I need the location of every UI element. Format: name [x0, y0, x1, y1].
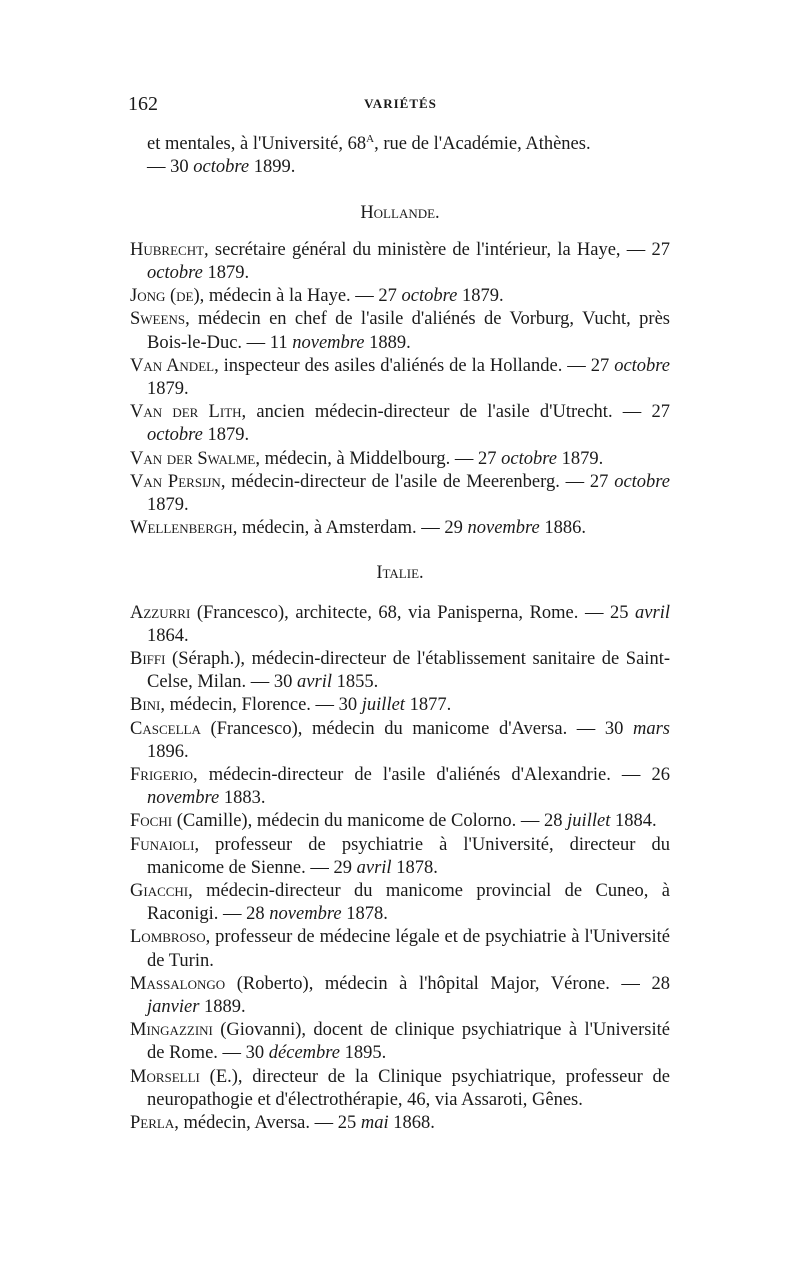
entry-date-year: 1864.: [147, 625, 189, 646]
entry-date-year: 1879.: [147, 495, 189, 515]
entry-name: Mingazzini: [130, 1020, 213, 1041]
intro-date-month: octobre: [193, 157, 250, 178]
hollande-entry: [130, 401, 670, 447]
entry-name: Van Persijn: [130, 471, 221, 492]
italie-entry: [130, 926, 670, 972]
hollande-entry: [130, 355, 670, 401]
section-title-italie: Italie.: [376, 563, 424, 584]
entry-date-month: octobre: [401, 286, 458, 307]
hollande-list: [130, 239, 670, 541]
entry-date-month: juillet: [567, 811, 611, 832]
entry-date-year: 1879.: [556, 448, 604, 469]
entry-text: , médecin en chef de l'asile d'aliénés de Vorburg, Vucht, près Bois-le-Duc. — 11: [147, 309, 670, 353]
entry-name: Cascella: [130, 718, 201, 739]
entry-text: , médecin, à Middelbourg. — 27: [255, 448, 502, 469]
entry-date-year: 1886.: [539, 518, 586, 539]
intro-date-year: 1899.: [249, 157, 296, 178]
entry-date-month: octobre: [614, 471, 671, 492]
page-body: [130, 128, 670, 1135]
entry-text: , médecin-directeur de l'asile d'aliénés d'Alexandrie. — 26: [193, 765, 670, 786]
italie-entry: [130, 694, 670, 717]
entry-text: , professeur de médecine légale et de psychiatrie à l'Université de Turin.: [147, 927, 670, 971]
italie-entry: [130, 718, 670, 764]
italie-entry: [130, 602, 670, 648]
entry-date-year: 1879.: [202, 262, 250, 283]
hollande-entry: [130, 239, 670, 285]
entry-text: , médecin, Aversa. — 25: [174, 1113, 361, 1134]
entry-date-month: avril: [297, 672, 332, 693]
entry-name: Bini: [130, 695, 161, 716]
entry-name: Massalongo: [130, 973, 226, 994]
intro-dash: — 30: [147, 157, 194, 178]
italie-entry: [130, 834, 670, 880]
entry-date-month: novembre: [292, 332, 365, 353]
hollande-entry: [130, 448, 670, 471]
entry-date-month: mai: [360, 1113, 389, 1134]
entry-text: , secrétaire général du ministère de l'intérieur, la Haye, — 27: [204, 239, 670, 260]
italie-entry: [130, 973, 670, 1019]
intro-superscript: A: [366, 133, 375, 145]
hollande-entry: [130, 471, 670, 517]
italie-entry: [130, 1019, 670, 1065]
page-number: 162: [128, 93, 158, 115]
hollande-entry: [130, 285, 670, 308]
entry-date-month: octobre: [501, 448, 557, 469]
section-title-hollande: Hollande.: [360, 202, 440, 223]
entry-date-month: novembre: [147, 788, 220, 809]
entry-name: Van der Swalme: [130, 448, 256, 469]
entry-text: , médecin à la Haye. — 27: [199, 286, 402, 307]
entry-date-year: 1879.: [147, 378, 189, 399]
entry-date-year: 1895.: [340, 1043, 387, 1064]
entry-date-year: 1889.: [199, 997, 246, 1018]
hollande-entry: [130, 517, 670, 540]
entry-date-month: octobre: [147, 425, 203, 446]
entry-date-year: 1868.: [388, 1113, 435, 1134]
entry-date-year: 1889.: [364, 332, 411, 353]
italie-list: [130, 602, 670, 1136]
entry-date-year: 1877.: [404, 695, 452, 716]
entry-name: Van der Lith: [130, 402, 242, 423]
entry-name: Biffi: [130, 649, 166, 670]
entry-date-year: 1883.: [219, 788, 266, 809]
entry-name: Funaioli: [130, 834, 195, 855]
entry-date-year: 1879.: [202, 425, 250, 446]
entry-text: (E.), directeur de la Clinique psychiatrique, professeur de neuropathogie et d'électrothérapie, 46, via Assaroti, Gênes.: [147, 1066, 670, 1110]
entry-text: (Camille), médecin du manicome de Colorno. — 28: [172, 811, 568, 832]
entry-name: Jong (de): [130, 286, 200, 307]
entry-text: (Giovanni), docent de clinique psychiatrique à l'Université de Rome. — 30: [147, 1020, 670, 1064]
entry-text: , inspecteur des asiles d'aliénés de la Hollande. — 27: [214, 355, 615, 376]
entry-name: Perla: [130, 1113, 175, 1134]
entry-date-year: 1855.: [332, 672, 379, 693]
entry-name: Azzurri: [130, 602, 191, 623]
entry-date-year: 1896.: [147, 741, 189, 762]
entry-name: Van Andel: [130, 355, 215, 376]
entry-date-month: décembre: [268, 1043, 340, 1064]
entry-text: (Francesco), architecte, 68, via Panisperna, Rome. — 25: [190, 602, 636, 623]
intro-text-2: , rue de l'Académie, Athènes.: [374, 134, 591, 155]
entry-date-year: 1878.: [341, 904, 388, 925]
entry-name: Sweens: [130, 309, 186, 330]
entry-name: Wellenbergh: [130, 518, 233, 539]
entry-date-month: avril: [635, 602, 670, 623]
running-head: VARIÉTÉS: [364, 96, 437, 111]
intro-entry: [130, 128, 670, 180]
entry-name: Giacchi: [130, 881, 189, 902]
entry-text: (Séraph.), médecin-directeur de l'établissement sanitaire de Saint-Celse, Milan. — 30: [147, 649, 670, 693]
entry-date-month: avril: [356, 857, 392, 878]
hollande-entry: [130, 308, 670, 354]
entry-date-year: 1878.: [391, 857, 438, 878]
entry-date-month: octobre: [614, 355, 671, 376]
entry-text: , ancien médecin-directeur de l'asile d'Utrecht. — 27: [241, 402, 670, 423]
italie-entry: [130, 1112, 670, 1135]
entry-text: , médecin-directeur du manicome provincial de Cuneo, à Raconigi. — 28: [147, 881, 670, 925]
entry-date-year: 1884.: [610, 811, 657, 832]
entry-name: Lombroso: [130, 927, 206, 948]
entry-name: Fochi: [130, 811, 173, 832]
entry-name: Hubrecht: [130, 239, 205, 260]
entry-name: Morselli: [130, 1066, 200, 1087]
entry-date-month: janvier: [147, 997, 200, 1018]
italie-entry: [130, 810, 670, 833]
entry-text: , professeur de psychiatrie à l'Université, directeur du manicome de Sienne. — 29: [147, 834, 670, 878]
entry-date-year: 1879.: [457, 286, 504, 307]
entry-name: Frigerio: [130, 765, 194, 786]
italie-entry: [130, 1066, 670, 1112]
entry-date-month: octobre: [147, 262, 203, 283]
italie-entry: [130, 648, 670, 694]
entry-text: , médecin-directeur de l'asile de Meerenberg. — 27: [220, 471, 615, 492]
page-header: [128, 93, 673, 117]
intro-text: et mentales, à l'Université, 68: [147, 134, 367, 155]
entry-text: (Francesco), médecin du manicome d'Aversa. — 30: [200, 718, 633, 739]
entry-date-month: novembre: [467, 518, 540, 539]
italie-entry: [130, 880, 670, 926]
entry-text: , médecin, à Amsterdam. — 29: [232, 518, 468, 539]
entry-date-month: juillet: [361, 695, 405, 716]
entry-text: , médecin, Florence. — 30: [160, 695, 362, 716]
entry-date-month: novembre: [269, 904, 342, 925]
entry-text: (Roberto), médecin à l'hôpital Major, Vérone. — 28: [225, 973, 670, 994]
italie-entry: [130, 764, 670, 810]
entry-date-month: mars: [632, 718, 670, 739]
